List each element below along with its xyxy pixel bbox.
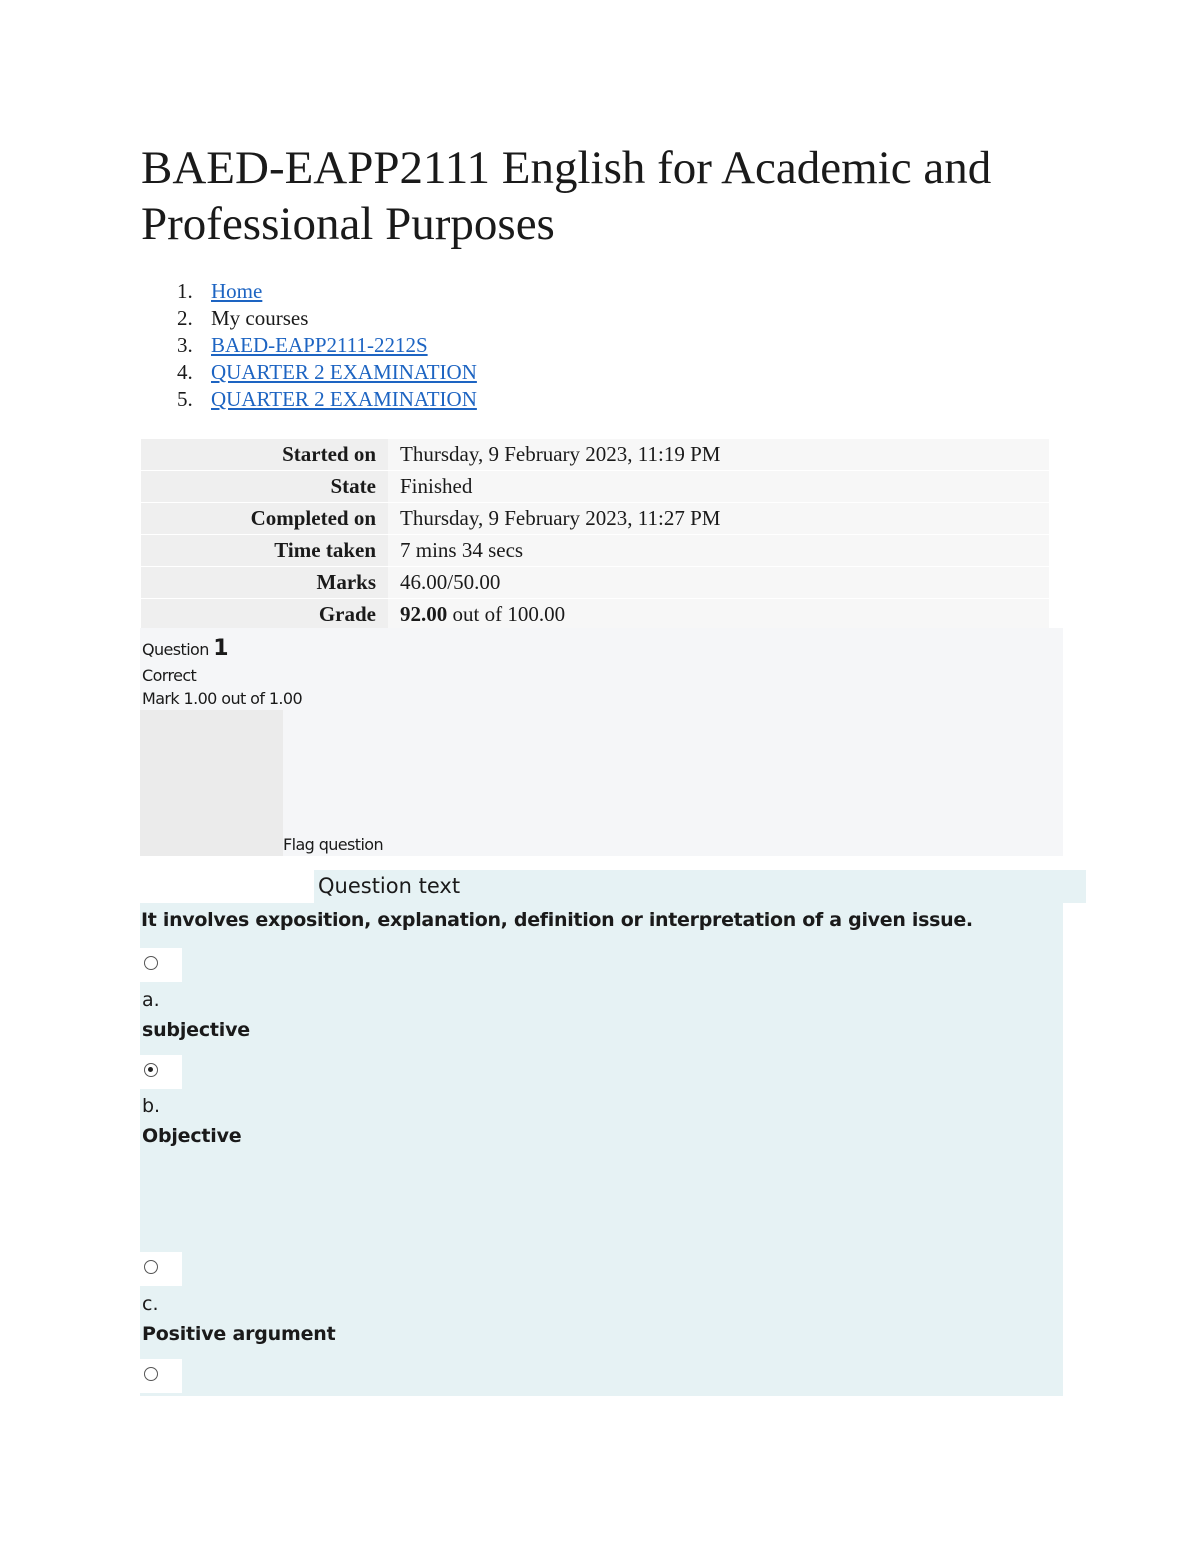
option-b-text: Objective xyxy=(142,1125,242,1147)
breadcrumb xyxy=(141,278,477,413)
summary-row-state xyxy=(141,471,1049,503)
summary-row-marks xyxy=(141,567,1049,599)
summary-label: Started on xyxy=(141,439,388,471)
summary-label: Grade xyxy=(141,599,388,631)
summary-label: Time taken xyxy=(141,535,388,567)
breadcrumb-item-quarter-exam[interactable]: 5. QUARTER 2 EXAMINATION xyxy=(177,387,477,411)
summary-label: Completed on xyxy=(141,503,388,535)
question-info-panel xyxy=(140,628,1063,856)
question-mark: Mark 1.00 out of 1.00 xyxy=(142,689,303,708)
summary-value: Thursday, 9 February 2023, 11:19 PM xyxy=(388,439,1049,471)
radio-unchecked-icon[interactable] xyxy=(144,956,158,970)
breadcrumb-link-course[interactable]: BAED-EAPP2111-2212S xyxy=(211,333,428,357)
breadcrumb-item-quarter-section[interactable]: 4. QUARTER 2 EXAMINATION xyxy=(177,360,477,384)
flag-icon[interactable] xyxy=(140,710,283,856)
option-b-letter: b. xyxy=(142,1095,161,1117)
breadcrumb-item-home[interactable]: 1. Home xyxy=(177,279,263,303)
summary-row-started xyxy=(141,439,1049,471)
question-formulation xyxy=(140,903,1063,1396)
breadcrumb-item-course[interactable]: 3. BAED-EAPP2111-2212S xyxy=(177,333,428,357)
breadcrumb-link-quarter-exam[interactable]: QUARTER 2 EXAMINATION xyxy=(211,387,477,411)
grade-score: 92.00 xyxy=(400,602,448,626)
summary-value: Finished xyxy=(388,471,1049,503)
option-a-letter: a. xyxy=(142,989,160,1011)
question-text: It involves exposition, explanation, definition or interpretation of a given issue. xyxy=(141,909,973,931)
question-text-heading: Question text xyxy=(314,870,1086,903)
breadcrumb-link-quarter-section[interactable]: QUARTER 2 EXAMINATION xyxy=(211,360,477,384)
option-d-radio-cell[interactable] xyxy=(140,1359,182,1393)
option-c-text: Positive argument xyxy=(142,1323,336,1345)
option-b-radio-cell[interactable] xyxy=(140,1055,182,1089)
flag-question-link[interactable]: Flag question xyxy=(283,835,384,854)
option-a-text: subjective xyxy=(142,1019,250,1041)
summary-row-grade xyxy=(141,599,1049,631)
summary-value xyxy=(388,599,1049,631)
page-title: BAED-EAPP2111 English for Academic and Professional Purposes xyxy=(141,142,992,250)
question-number: Question 1 xyxy=(142,636,228,661)
summary-value: 46.00/50.00 xyxy=(388,567,1049,599)
breadcrumb-text-my-courses: My courses xyxy=(211,306,309,330)
radio-unchecked-icon[interactable] xyxy=(144,1367,158,1381)
summary-label: Marks xyxy=(141,567,388,599)
option-c-letter: c. xyxy=(142,1293,159,1315)
attempt-summary-table xyxy=(141,439,1049,631)
option-c-radio-cell[interactable] xyxy=(140,1252,182,1286)
breadcrumb-link-home[interactable]: Home xyxy=(211,279,263,303)
radio-unchecked-icon[interactable] xyxy=(144,1260,158,1274)
summary-row-time xyxy=(141,535,1049,567)
option-a-radio-cell[interactable] xyxy=(140,948,182,982)
grade-suffix: out of 100.00 xyxy=(447,602,566,626)
summary-value: Thursday, 9 February 2023, 11:27 PM xyxy=(388,503,1049,535)
breadcrumb-item-my-courses: 2. My courses xyxy=(177,306,309,330)
summary-row-completed xyxy=(141,503,1049,535)
question-state: Correct xyxy=(142,666,197,685)
summary-label: State xyxy=(141,471,388,503)
radio-checked-icon[interactable] xyxy=(144,1063,158,1077)
summary-value: 7 mins 34 secs xyxy=(388,535,1049,567)
